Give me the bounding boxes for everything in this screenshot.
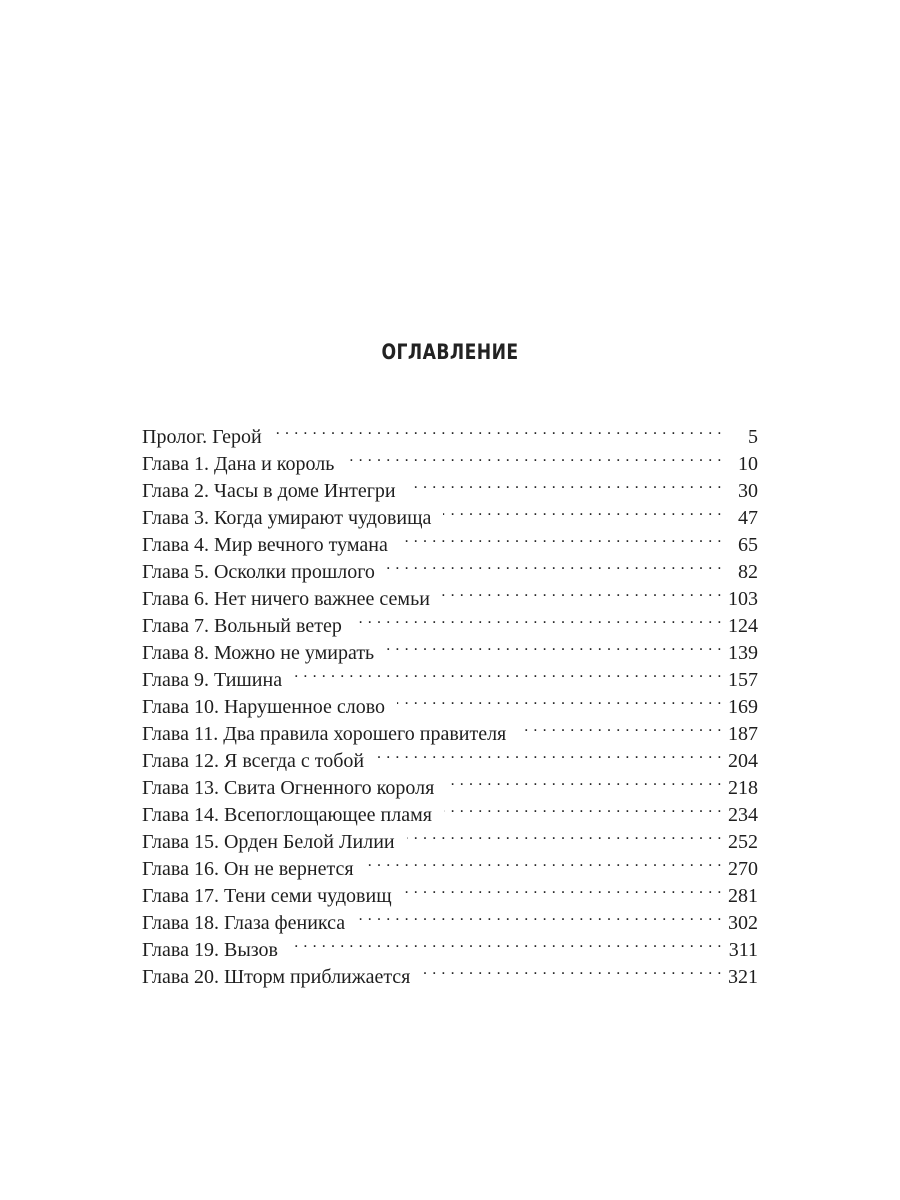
entry-page-number: 82 — [738, 561, 758, 583]
entry-title: Глава 12. Я всегда с тобой — [142, 750, 365, 772]
toc-entry — [142, 416, 758, 448]
entry-title: Глава 11. Два правила хорошего правителя — [142, 723, 507, 745]
entry-title: Глава 8. Можно не умирать — [142, 642, 375, 664]
entry-page-number: 187 — [728, 723, 758, 745]
entry-page-number: 124 — [728, 615, 758, 637]
entry-title: Глава 16. Он не вернется — [142, 858, 354, 880]
entry-title: Глава 3. Когда умирают чудовища — [142, 507, 432, 529]
dot-leader — [404, 875, 722, 902]
toc-heading: ОГЛАВЛЕНИЕ — [381, 340, 519, 364]
entry-title: Глава 13. Свита Огненного короля — [142, 777, 435, 799]
entry-page-number: 302 — [728, 912, 758, 934]
dot-leader — [354, 605, 722, 632]
entry-title: Глава 10. Нарушенное слово — [142, 696, 385, 718]
entry-title: Глава 9. Тишина — [142, 669, 283, 691]
entry-page-number: 139 — [728, 642, 758, 664]
entry-page-number: 30 — [738, 480, 758, 502]
dot-leader — [408, 470, 722, 497]
entry-page-number: 321 — [728, 966, 758, 988]
entry-page-number: 5 — [748, 426, 758, 448]
dot-leader — [274, 416, 722, 443]
dot-leader — [444, 794, 722, 821]
entry-title: Глава 1. Дана и король — [142, 453, 335, 475]
dot-leader — [294, 659, 722, 686]
dot-leader — [400, 524, 722, 551]
entry-page-number: 281 — [728, 885, 758, 907]
dot-leader — [446, 767, 722, 794]
entry-page-number: 270 — [728, 858, 758, 880]
entry-title: Глава 7. Вольный ветер — [142, 615, 342, 637]
entry-title: Глава 2. Часы в доме Интегри — [142, 480, 396, 502]
entry-page-number: 234 — [728, 804, 758, 826]
entry-title: Глава 15. Орден Белой Лилии — [142, 831, 395, 853]
dot-leader — [422, 956, 722, 983]
dot-leader — [442, 578, 722, 605]
dot-leader — [366, 848, 722, 875]
entry-title: Глава 5. Осколки прошлого — [142, 561, 375, 583]
entry-title: Глава 18. Глаза феникса — [142, 912, 346, 934]
entry-title: Глава 4. Мир вечного тумана — [142, 534, 388, 556]
entry-page-number: 10 — [738, 453, 758, 475]
dot-leader — [387, 551, 722, 578]
entry-title: Глава 6. Нет ничего важнее семьи — [142, 588, 430, 610]
dot-leader — [346, 443, 722, 470]
entry-page-number: 252 — [728, 831, 758, 853]
dot-leader — [407, 821, 722, 848]
entry-page-number: 204 — [728, 750, 758, 772]
entry-title: Пролог. Герой — [142, 426, 262, 448]
entry-page-number: 169 — [728, 696, 758, 718]
entry-page-number: 311 — [728, 939, 758, 961]
dot-leader — [357, 902, 722, 929]
entry-title: Глава 14. Всепоглощающее пламя — [142, 804, 432, 826]
entry-page-number: 47 — [738, 507, 758, 529]
table-of-contents — [142, 416, 758, 988]
entry-page-number: 218 — [728, 777, 758, 799]
entry-page-number: 157 — [728, 669, 758, 691]
dot-leader — [518, 713, 722, 740]
dot-leader — [386, 632, 722, 659]
entry-page-number: 103 — [728, 588, 758, 610]
dot-leader — [443, 497, 722, 524]
entry-title: Глава 17. Тени семи чудовищ — [142, 885, 392, 907]
dot-leader — [290, 929, 722, 956]
entry-title: Глава 19. Вызов — [142, 939, 278, 961]
dot-leader — [397, 686, 722, 713]
entry-page-number: 65 — [738, 534, 758, 556]
dot-leader — [376, 740, 722, 767]
entry-title: Глава 20. Шторм приближается — [142, 966, 411, 988]
